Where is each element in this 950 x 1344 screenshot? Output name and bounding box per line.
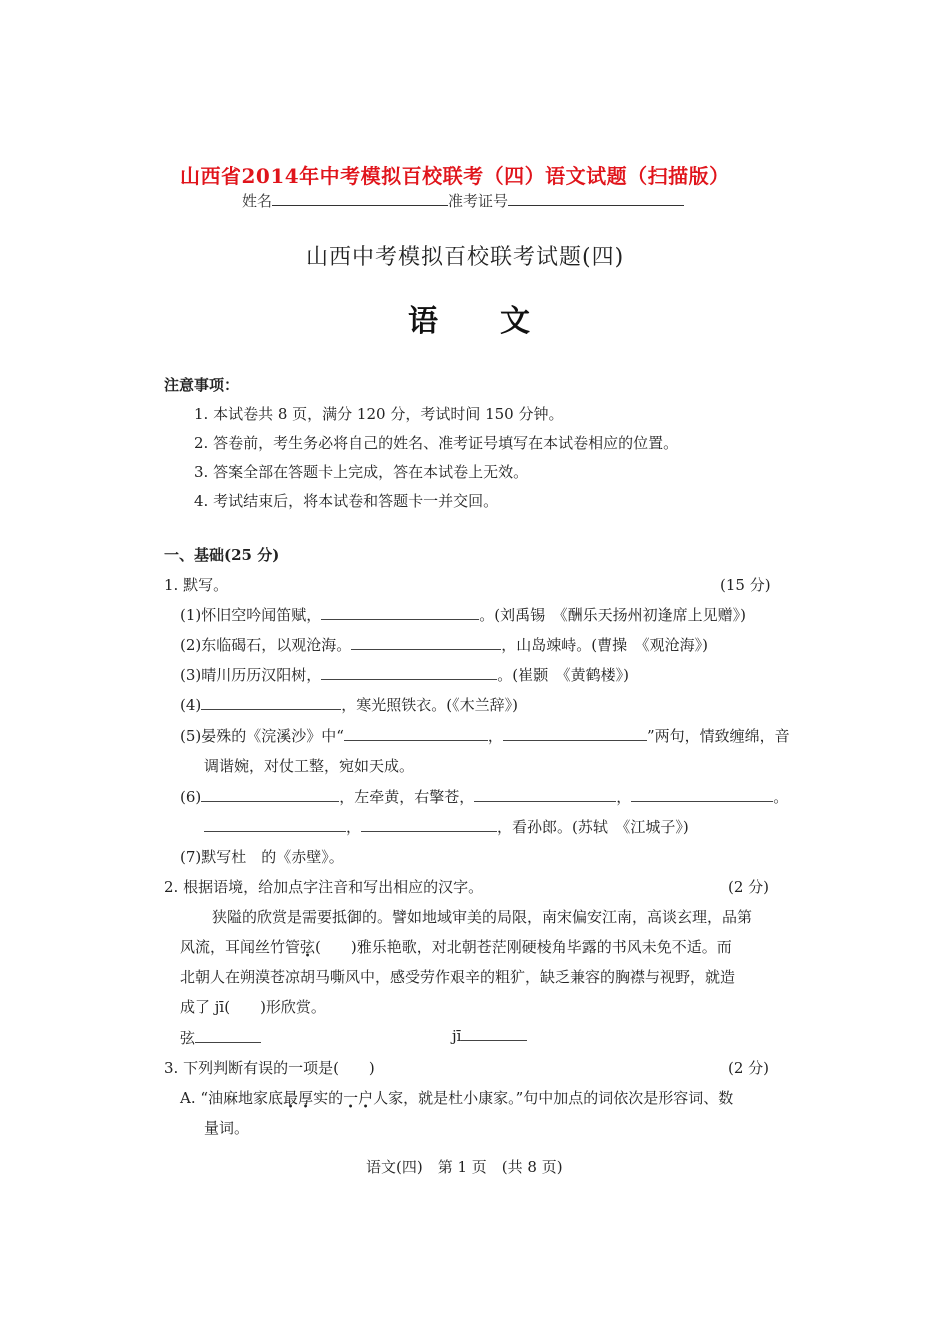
q1-line-5-cont: 调谐婉，对仗工整，宛如天成。 [204,757,415,775]
q1-line-2 [180,634,708,655]
answer-label: 弦 [180,1029,196,1047]
q2-passage-line: 北朝人在朔漠苍凉胡马嘶风中，感受劳作艰辛的粗犷，缺乏兼容的胸襟与视野，就造 [180,968,736,986]
dotted-char: 最 [283,1089,299,1107]
id-blank [508,191,684,206]
q2-answer-b [452,1027,527,1045]
q1-line-1-source: 。(刘禹锡 《酬乐天扬州初逢席上见赠》) [479,606,746,624]
q2-passage-line: 成了 jī( )形欣赏。 [180,998,326,1016]
q1-line-1 [180,604,746,625]
name-label: 姓名 [242,192,273,210]
q2-title: 2. 根据语境，给加点字注音和写出相应的汉字。 [164,878,484,896]
q1-line-4 [180,694,518,715]
notice-item: 4. 考试结束后，将本试卷和答题卡一并交回。 [194,492,499,510]
q1-line-6-source: ，看孙郎。(苏轼 《江城子》) [497,818,689,836]
q1-line-5-tail: ”两句，情致缠绵，音 [646,727,790,745]
q1-line-6-cont [204,816,689,837]
q1-line-7: (7)默写杜 的《赤壁》。 [180,848,344,866]
q1-line-2-text: (2)东临碣石，以观沧海。 [180,636,352,654]
q1-line-3 [180,664,629,685]
q1-score: (15 分) [720,576,771,594]
dotted-char: 一 [343,1089,359,1107]
q1-line-3-text: (3)晴川历历汉阳树， [180,666,322,684]
q1-line-5-text: (5)晏殊的《浣溪沙》中“ [180,727,344,745]
answer-blank [201,697,341,710]
page-footer: 语文(四) 第 1 页 (共 8 页) [366,1158,563,1176]
document-title: 山西省2014年中考模拟百校联考（四）语文试题（扫描版） [180,164,730,188]
comma: ， [346,818,362,836]
notice-item: 1. 本试卷共 8 页，满分 120 分，考试时间 150 分钟。 [194,405,564,423]
q3-option-a-cont: 量词。 [204,1119,250,1137]
q1-line-4-source: ，寒光照铁衣。(《木兰辞》) [341,696,518,714]
answer-blank [503,728,647,741]
dotted-char: 户 [358,1089,374,1107]
q3-title: 3. 下列判断有误的一项是( ) [164,1059,375,1077]
notice-item: 2. 答卷前，考生务必将自己的姓名、准考证号填写在本试卷相应的位置。 [194,434,679,452]
q2-answer-a [180,1027,261,1048]
answer-blank [351,637,501,650]
answer-blank [321,667,497,680]
q1-line-6 [180,786,788,807]
id-label: 准考证号 [448,192,509,210]
subject-char-2: 文 [500,304,530,339]
q3-option-a [180,1087,733,1108]
q2-score: (2 分) [728,878,770,896]
option-text: 实的 [313,1089,344,1107]
dotted-char: 厚 [298,1089,314,1107]
answer-blank [361,819,497,832]
q2-passage-line [180,936,732,957]
option-text: 人家，就是杜小康家。”句中加点的词依次是形容词、数 [373,1089,734,1107]
notice-heading: 注意事项： [164,376,240,394]
q1-line-1-text: (1)怀旧空吟闻笛赋， [180,606,322,624]
q1-line-2-source: ，山岛竦峙。(曹操 《观沧海》) [501,636,708,654]
notice-item: 3. 答案全部在答题卡上完成，答在本试卷上无效。 [194,463,529,481]
passage-text: 风流，耳闻丝竹管 [180,938,301,956]
q1-line-5 [180,725,790,746]
passage-text: ( )雅乐艳歌，对北朝苍茫刚硬棱角毕露的书风未免不适。而 [315,938,732,956]
q1-title: 1. 默写。 [164,576,229,594]
section-heading: 一、基础(25 分) [164,546,280,564]
answer-blank [631,789,773,802]
option-text: A. “油麻地家底 [180,1089,284,1107]
name-blank [272,191,448,206]
q1-line-3-source: 。(崔颢 《黄鹤楼》) [497,666,629,684]
answer-blank [344,728,488,741]
period: 。 [773,788,789,806]
answer-blank [474,789,616,802]
exam-title: 山西中考模拟百校联考试题(四) [306,245,625,270]
answer-label: jī [452,1027,462,1045]
answer-blank [461,1028,527,1041]
q1-line-6-num: (6) [180,788,202,806]
answer-blank [204,819,346,832]
name-field-row [242,190,684,211]
q2-passage-line: 狭隘的欣赏是需要抵御的。譬如地域审美的局限，南宋偏安江南，高谈玄理，品第 [212,908,753,926]
answer-blank [201,789,339,802]
answer-blank [321,607,479,620]
subject-char-1: 语 [408,304,438,339]
answer-blank [195,1030,261,1043]
q3-score: (2 分) [728,1059,770,1077]
dotted-char: 弦 [300,938,316,956]
comma: ， [487,727,503,745]
q1-line-4-num: (4) [180,696,202,714]
q1-line-6-text: ，左牵黄，右擎苍， [339,788,475,806]
comma: ， [616,788,632,806]
